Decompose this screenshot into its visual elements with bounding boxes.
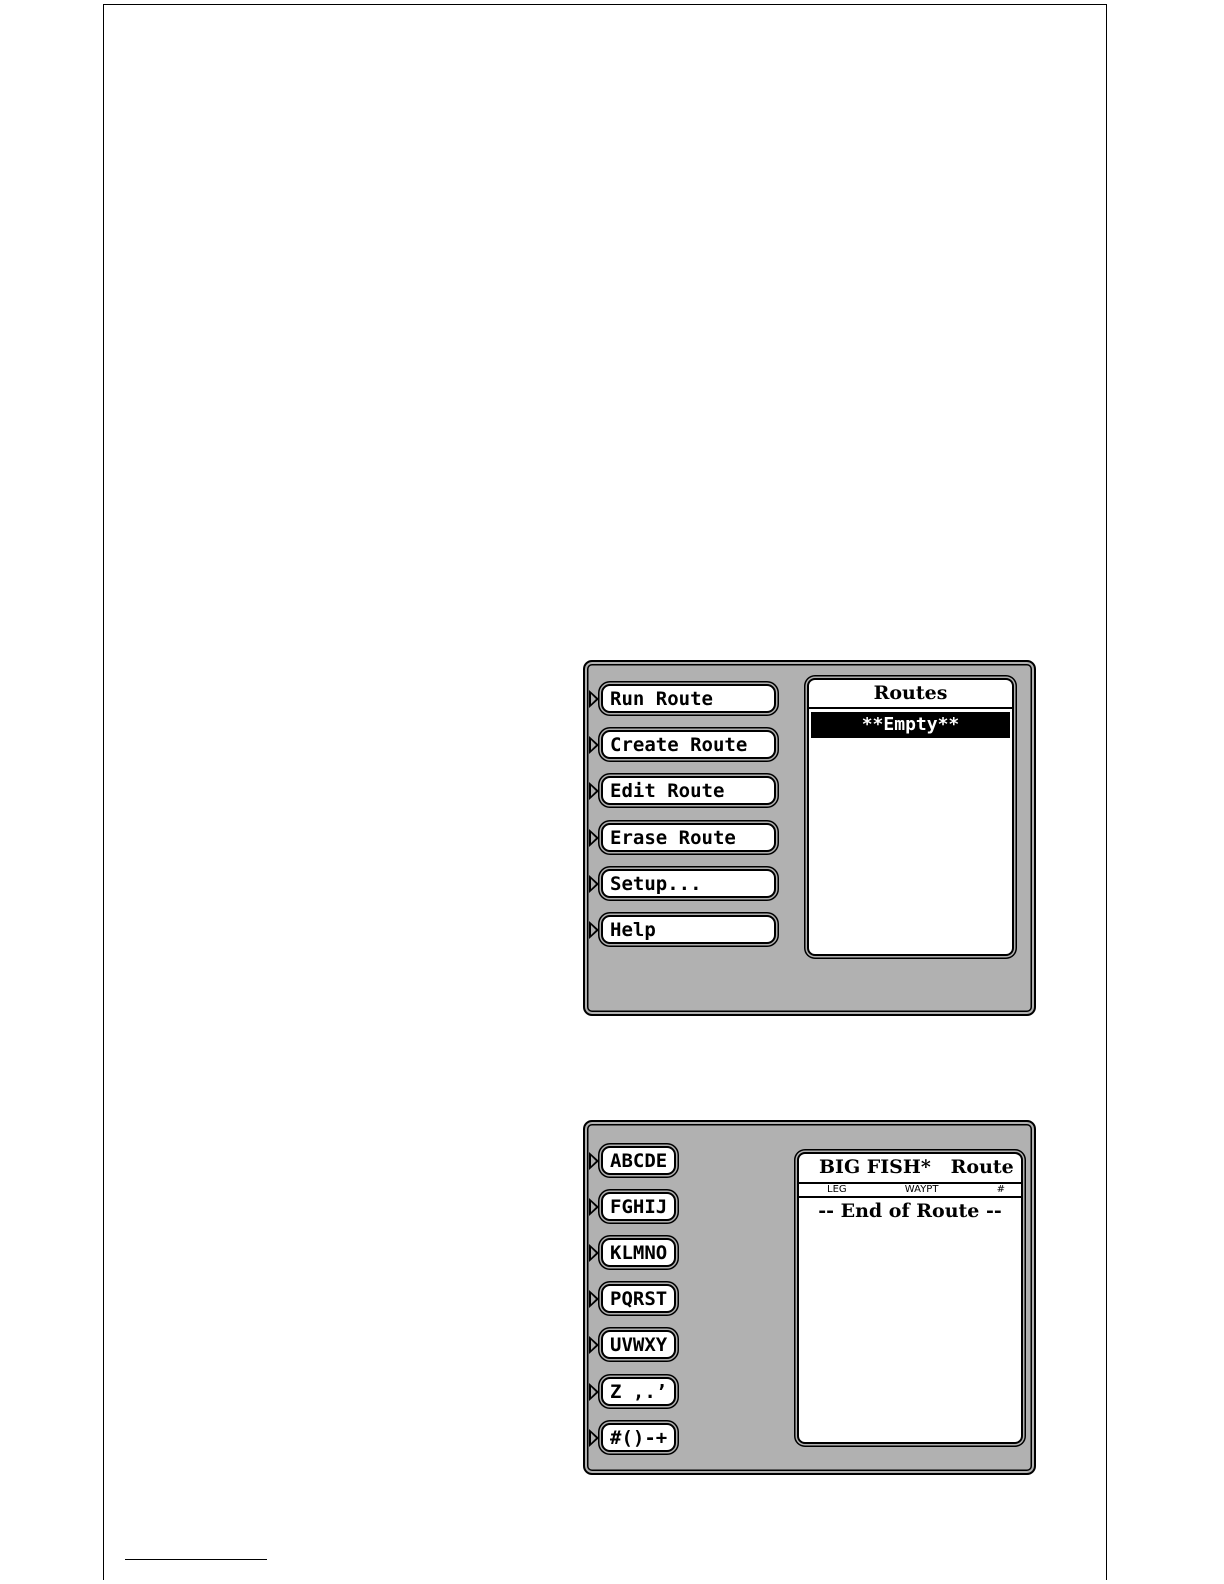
help-label: Help bbox=[601, 915, 776, 944]
right-arrow-icon bbox=[589, 1429, 599, 1447]
route-menu-screen bbox=[583, 660, 1036, 1016]
right-arrow-icon bbox=[589, 690, 599, 708]
footnote-rule bbox=[125, 1559, 267, 1560]
routes-list-title: Routes bbox=[809, 680, 1012, 709]
letters-pqrst-label: PQRST bbox=[601, 1284, 676, 1313]
letters-z-punct-button[interactable] bbox=[589, 1377, 676, 1406]
right-arrow-icon bbox=[589, 1336, 599, 1354]
right-arrow-icon bbox=[589, 1383, 599, 1401]
right-arrow-icon bbox=[589, 1244, 599, 1262]
route-column-headers bbox=[799, 1182, 1021, 1198]
run-route-button[interactable] bbox=[589, 684, 776, 713]
edit-route-button[interactable] bbox=[589, 776, 776, 805]
letters-fghij-label: FGHIJ bbox=[601, 1192, 676, 1221]
create-route-button[interactable] bbox=[589, 730, 776, 759]
letters-abcde-label: ABCDE bbox=[601, 1146, 676, 1175]
letters-uvwxy-button[interactable] bbox=[589, 1330, 676, 1359]
right-arrow-icon bbox=[589, 1198, 599, 1216]
letters-klmno-button[interactable] bbox=[589, 1238, 676, 1267]
create-route-label: Create Route bbox=[601, 730, 776, 759]
column-waypt: WAYPT bbox=[904, 1184, 939, 1195]
routes-list bbox=[807, 678, 1014, 956]
right-arrow-icon bbox=[589, 736, 599, 754]
letters-fghij-button[interactable] bbox=[589, 1192, 676, 1221]
column-leg: LEG bbox=[827, 1184, 847, 1195]
run-route-label: Run Route bbox=[601, 684, 776, 713]
right-arrow-icon bbox=[589, 1152, 599, 1170]
end-of-route-text: -- End of Route -- bbox=[818, 1200, 1002, 1222]
erase-route-label: Erase Route bbox=[601, 823, 776, 852]
right-arrow-icon bbox=[589, 921, 599, 939]
letters-abcde-button[interactable] bbox=[589, 1146, 676, 1175]
right-arrow-icon bbox=[589, 829, 599, 847]
setup-button[interactable] bbox=[589, 869, 776, 898]
edit-route-label: Edit Route bbox=[601, 776, 776, 805]
erase-route-button[interactable] bbox=[589, 823, 776, 852]
right-arrow-icon bbox=[589, 875, 599, 893]
route-box bbox=[797, 1152, 1023, 1444]
letters-klmno-label: KLMNO bbox=[601, 1238, 676, 1267]
route-name-title: BIG FISH* Route bbox=[819, 1156, 1014, 1178]
letters-uvwxy-label: UVWXY bbox=[601, 1330, 676, 1359]
column-number: # bbox=[996, 1184, 1005, 1195]
route-name-entry-screen bbox=[583, 1120, 1036, 1475]
routes-list-item[interactable]: **Empty** bbox=[811, 712, 1010, 738]
letters-z-punct-label: Z ,.’ bbox=[601, 1377, 676, 1406]
help-button[interactable] bbox=[589, 915, 776, 944]
symbols-button[interactable] bbox=[589, 1423, 676, 1452]
letters-pqrst-button[interactable] bbox=[589, 1284, 676, 1313]
right-arrow-icon bbox=[589, 782, 599, 800]
setup-label: Setup... bbox=[601, 869, 776, 898]
symbols-label: #()-+ bbox=[601, 1423, 676, 1452]
right-arrow-icon bbox=[589, 1290, 599, 1308]
